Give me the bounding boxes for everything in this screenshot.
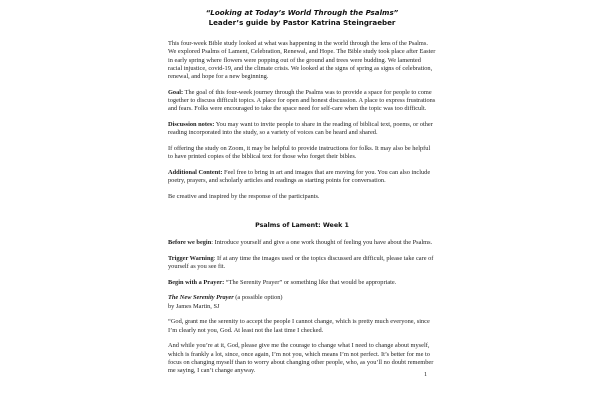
document-body — [168, 8, 436, 383]
quote-paragraph-one: “God, grant me the serenity to accept the people I cannot change, which is pretty much everyone, since I’m clearly not you, God. At least not the last time I checked. — [168, 318, 430, 334]
before-we-begin-paragraph — [168, 239, 436, 247]
page-number: 1 — [424, 371, 428, 378]
serenity-prayer-author: by James Martin, SJ — [168, 302, 220, 310]
additional-content-paragraph — [168, 169, 436, 186]
goal-label: Goal: — [168, 88, 184, 96]
before-we-begin-label: Before we begin — [168, 238, 212, 246]
zoom-instructions-paragraph: If offering the study on Zoom, it may be helpful to provide instructions for folks. It may also be helpful to have printed copies of the biblical text for those who forget their bibles. — [168, 145, 431, 161]
discussion-notes-paragraph — [168, 121, 436, 138]
begin-with-prayer-paragraph — [168, 279, 436, 287]
discussion-notes-text: You may want to invite people to share in the reading of biblical text, poems, or other reading incorporated into the study, so a variety of voices can be heard and shared. — [168, 121, 433, 137]
document-title: “Looking at Today’s World Through the Psalms” — [205, 8, 399, 17]
additional-content-text: Feel free to bring in art and images that are moving for you. You can also include poetry, prayers, and scholarly articles and readings as starting points for conversation. — [168, 169, 431, 185]
trigger-warning-paragraph — [168, 255, 436, 272]
serenity-prayer-title-line — [168, 294, 436, 302]
be-creative-paragraph: Be creative and inspired by the response of the participants. — [168, 193, 320, 200]
discussion-notes-label: Discussion notes: — [168, 121, 215, 128]
begin-with-prayer-text: “The Serenity Prayer” or something like that would be appropriate. — [224, 278, 397, 286]
before-we-begin-text: : Introduce yourself and give a one work thought of feeling you have about the Psalms. — [211, 238, 433, 246]
intro-paragraph: This four-week Bible study looked at what was happening in the world through the lens of the Psalms. We explored Psalms of Lament, Celebration, Renewal, and Hope. The Bible study took place after Easter in early spring where flowers were popping out of the ground and trees were budding. We lamented racial injustice, covid-19, and the climate crisis. We looked at the signs of spring as signs of celebration, renewal, and hope for a new beginning. — [168, 40, 436, 80]
additional-content-label: Additional Content: — [168, 169, 223, 176]
trigger-warning-text: : If at any time the images used or the topics discussed are difficult, please take care of yourself as you see fit. — [168, 254, 434, 270]
serenity-prayer-note: (a possible option) — [233, 294, 283, 302]
begin-with-prayer-label: Begin with a Prayer: — [168, 278, 225, 286]
goal-text: The goal of this four-week journey through the Psalms was to provide a space for people to come together to discuss difficult topics. A place for open and honest discussion. A place to express frustrations and fears. Folks were encouraged to take the space need for self-care when the topic was too difficult. — [168, 88, 436, 113]
goal-paragraph — [168, 89, 436, 114]
section-spacer — [168, 209, 436, 221]
week-section-heading: Psalms of Lament: Week 1 — [255, 221, 349, 229]
document-subtitle: Leader’s guide by Pastor Katrina Steingraeber — [208, 18, 396, 27]
serenity-prayer-title: The New Serenity Prayer — [168, 294, 234, 302]
trigger-warning-label: Trigger Warning — [168, 254, 214, 262]
title-block — [168, 8, 436, 28]
quote-paragraph-two: And while you’re at it, God, please give me the courage to change what I need to change about myself, which is frankly a lot, since, once again, I’m not you, which means I’m not perfect. It’s better for me to focus on changing myself than to worry about changing other people, who, as you’ll no doubt remember me saying, I can’t change anyway. — [168, 342, 434, 374]
